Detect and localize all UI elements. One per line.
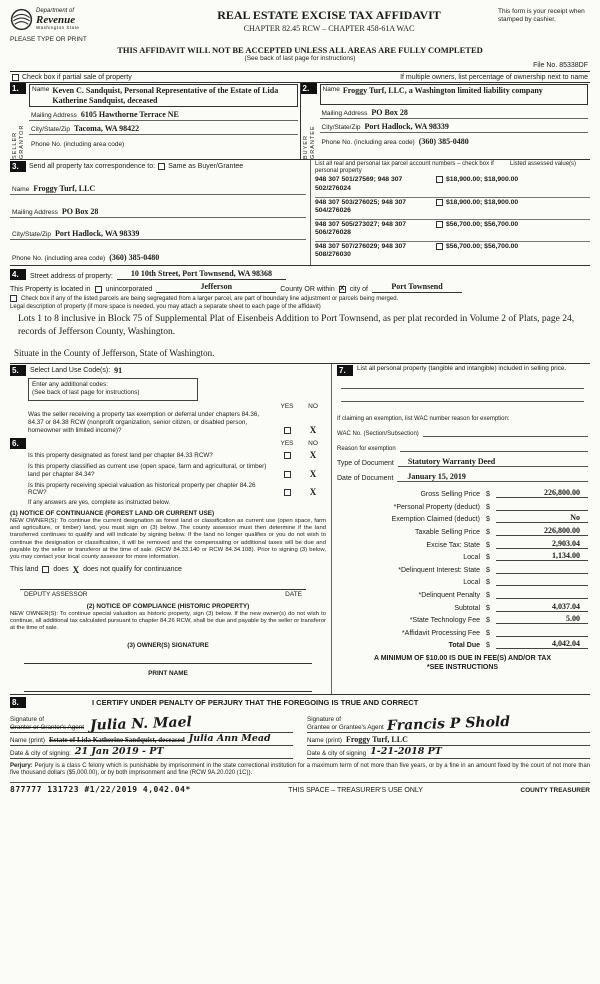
- section-3-number: 3.: [10, 161, 26, 172]
- grantee-date-handwritten: 1-21-2018 PT: [370, 745, 442, 757]
- buyer-city-value: Port Hadlock, WA 98339: [364, 122, 449, 131]
- money-row-state-technology-fee: *State Technology Fee $ 5.00: [337, 612, 588, 625]
- land-use-label: Select Land Use Code(s):: [30, 366, 111, 374]
- city-checkbox[interactable]: X: [340, 285, 345, 293]
- city-of-label: city of: [349, 286, 369, 293]
- historic-question-row: [10, 482, 326, 498]
- assessed-value-header: Listed assessed value(s): [510, 161, 577, 167]
- correspondence-city-value: Port Hadlock, WA 98339: [55, 229, 140, 239]
- assessed-value: $18,900.00; $18,900.00: [446, 198, 519, 206]
- header-left: [10, 8, 160, 43]
- parties-section: [10, 82, 590, 160]
- street-address-value[interactable]: 10 10th Street, Port Townsend, WA 98368: [117, 269, 286, 280]
- personal-property-line[interactable]: [341, 389, 584, 402]
- type-of-document-row: [337, 457, 588, 467]
- money-row-exemption-claimed: Exemption Claimed (deduct) $ No: [337, 511, 588, 524]
- parcel-row: [315, 242, 590, 263]
- correspondence-phone-field[interactable]: Phone No. (including area code) (360) 385-0480: [12, 253, 160, 262]
- notice-compliance-text: NEW OWNER(S): To continue special valuation as historic property, sign (3) below. If the new owner(s) do not wish to continue, all additional tax calculated pursuant to chapter 84.26 RCW, shall be due and payable by the seller or transferor at the time of sale.: [10, 610, 326, 631]
- section-1-number: 1.: [10, 83, 26, 94]
- personal-property-line[interactable]: [341, 376, 584, 389]
- minimum-fee-note: A MINIMUM OF $10.00 IS DUE IN FEE(S) AND/OR TAX *SEE INSTRUCTIONS: [373, 655, 552, 672]
- forest-land-question: Is this property designated as forest land per chapter 84.33 RCW?: [28, 451, 213, 459]
- partial-sale-checkbox[interactable]: [12, 74, 19, 81]
- section-2-number: 2.: [301, 83, 317, 94]
- county-value[interactable]: Jefferson: [156, 282, 276, 293]
- land-use-value[interactable]: 91: [114, 365, 123, 375]
- grantor-date-field[interactable]: Date & city of signing: 21 Jan 2019 - PT: [10, 746, 293, 759]
- continuance-qualify-row: [10, 565, 326, 575]
- cashier-stamp: 877777 131723 #1/22/2019 4,042.04*: [10, 784, 191, 794]
- grantor-signature-field[interactable]: Signature of Grantor or Grantor's Agent Julia N. Mael: [10, 711, 293, 733]
- unincorporated-label: unincorporated: [105, 286, 153, 293]
- segregated-note: Check box if any of the listed parcels are being segregated from a larger parcel, are part of boundary line adjustment or parcels being merged.: [21, 296, 399, 302]
- parcel-number: 948 307 503/276025; 948 307 504/276026: [315, 198, 407, 215]
- correspondence-city-field[interactable]: City/State/Zip Port Hadlock, WA 98339: [10, 226, 306, 240]
- reason-label: Reason for exemption: [337, 445, 396, 452]
- money-row-personal-property: *Personal Property (deduct) $: [337, 498, 588, 511]
- wac-label: WAC No. (Section/Subsection): [337, 430, 419, 437]
- does-label: does: [53, 566, 69, 574]
- grantor-signature-block: [10, 711, 293, 759]
- exemption-question-row: [10, 411, 326, 435]
- correspondence-phone-value: (360) 385-0480: [109, 253, 160, 262]
- owners-signature-label: (3) OWNER(S) SIGNATURE: [127, 641, 209, 649]
- seller-section: [10, 83, 300, 159]
- forest-yes-checkbox[interactable]: [284, 452, 291, 459]
- dor-logo-text: [36, 8, 79, 31]
- grantee-date-field[interactable]: Date & city of signing 1-21-2018 PT: [307, 746, 590, 759]
- grantee-name-field[interactable]: Name (print) Froggy Turf, LLC: [307, 733, 590, 746]
- current-use-yes-checkbox[interactable]: [284, 471, 291, 478]
- treasurer-space-label: THIS SPACE – TREASURER'S USE ONLY: [288, 786, 423, 794]
- certification-section: [10, 695, 590, 778]
- send-correspondence-label: Send all property tax correspondence to:: [29, 163, 156, 170]
- header: [10, 8, 590, 43]
- mid-columns: [10, 364, 590, 695]
- notice-continuance-title: (1) NOTICE OF CONTINUANCE (FOREST LAND OR CURRENT USE): [10, 510, 215, 518]
- selling-price-section: [332, 364, 590, 694]
- money-row-delinquent-penalty: *Delinquent Penalty $: [337, 586, 588, 599]
- exemption-question: Was the seller receiving a property tax exemption or deferral under chapters 84.36, 84.37 or 84.38 RCW (nonprofit organization, senior citizen, or disabled person, homeowner with limited income)?: [28, 411, 260, 434]
- grantor-name-field[interactable]: Name (print) Estate of Lida Katherine Sandquist, deceased Julia Ann Mead: [10, 733, 293, 746]
- this-land-label: This land: [10, 566, 39, 574]
- dor-seal-icon: [10, 8, 33, 31]
- seller-name-value: Keven C. Sandquist, Personal Representative of the Estate of Lida Katherine Sandquist, deceased: [52, 86, 279, 105]
- print-name-line[interactable]: [24, 677, 312, 692]
- reason-row: [337, 443, 588, 452]
- parcel-row: [315, 175, 590, 197]
- county-or-label: County OR within: [280, 286, 335, 293]
- date-of-document-row: [337, 472, 588, 482]
- date-of-document-value[interactable]: January 15, 2019: [397, 472, 588, 482]
- buyer-section: [300, 83, 591, 159]
- type-of-document-label: Type of Document: [337, 459, 394, 467]
- forest-land-question-row: [10, 450, 326, 460]
- seller-phone-field[interactable]: Phone No. (including area code): [31, 141, 125, 149]
- parcel-number: 948 307 507/276029; 948 307 508/276030: [315, 242, 407, 259]
- divider: [10, 71, 590, 72]
- footer: [10, 782, 590, 794]
- assessed-value: $18,900.00; $18,900.00: [446, 176, 519, 184]
- grantee-role-label: Grantee or Grantee's Agent: [307, 724, 384, 732]
- money-row-total-due: Total Due $ 4,042.04: [337, 637, 588, 650]
- land-use-section: [10, 365, 326, 376]
- parcel-list-header: List all real and personal tax parcel account numbers – check box if personal property: [315, 161, 494, 175]
- money-row-gross: Gross Selling Price $ 226,800.00: [337, 486, 588, 499]
- assessed-value: $56,700.00; $56,700.00: [446, 242, 519, 250]
- seller-city-value: Tacoma, WA 98422: [74, 124, 140, 134]
- seller-mailing-value: 6105 Hawthorne Terrace NE: [80, 110, 179, 120]
- seller-city-field[interactable]: City/State/Zip Tacoma, WA 98422: [29, 121, 298, 135]
- certify-statement: I CERTIFY UNDER PENALTY OF PERJURY THAT THE FOREGOING IS TRUE AND CORRECT: [92, 697, 419, 707]
- personal-property-checkbox[interactable]: [436, 243, 443, 250]
- personal-property-checkbox[interactable]: [436, 221, 443, 228]
- print-name-label: PRINT NAME: [148, 669, 188, 677]
- grantee-signature-block: [307, 711, 590, 759]
- file-number: File No. 85338DF: [533, 62, 588, 69]
- grantor-role-label: Grantor or Grantor's Agent: [10, 724, 85, 732]
- partial-sale-label: Check box if partial sale of property: [22, 74, 132, 81]
- located-in-label: This Property is located in: [10, 286, 91, 293]
- assessed-value: $56,700.00; $56,700.00: [446, 220, 519, 228]
- buyer-name-value: Froggy Turf, LLC, a Washington limited liability company: [342, 86, 543, 95]
- perjury-statement: Perjury: Perjury is a class C felony which is punishable by imprisonment in the state correctional institution for a maximum term of not more than five years, or by a fine in an amount fixed by the court of not more than five thousand dollars ($5,000.00), or by both imprisonment and fine (RCW 9A.20.020 (1C)).: [10, 762, 590, 777]
- seller-mailing-field[interactable]: Mailing Address 6105 Hawthorne Terrace NE: [29, 107, 298, 121]
- exemption-yes-checkbox[interactable]: [284, 427, 291, 434]
- buyer-mailing-value: PO Box 28: [371, 108, 408, 117]
- yes-no-header: YES NO: [280, 403, 318, 411]
- grantor-signature: Julia N. Mael: [89, 714, 193, 734]
- same-as-buyer-label: Same as Buyer/Grantee: [168, 163, 244, 170]
- warning-line: THIS AFFIDAVIT WILL NOT BE ACCEPTED UNLESS ALL AREAS ARE FULLY COMPLETED: [117, 45, 483, 55]
- if-yes-note: If any answers are yes, complete as instructed below.: [28, 500, 171, 507]
- situate-line: Situate in the County of Jefferson, State of Washington.: [14, 347, 215, 358]
- form-title: REAL ESTATE EXCISE TAX AFFIDAVIT: [217, 8, 441, 22]
- parcel-row: [315, 198, 590, 220]
- buyer-mailing-field[interactable]: Mailing Address PO Box 28: [320, 105, 589, 119]
- additional-codes-note: (See back of last page for instructions): [32, 389, 140, 397]
- legal-description-label: Legal description of property (if more space is needed, you may attach a separate sheet to each page of the affidavit): [10, 304, 321, 310]
- deputy-assessor-label: DEPUTY ASSESSOR: [24, 590, 88, 598]
- does-not-label: does not qualify for continuance: [83, 566, 182, 574]
- multiple-owners-note: If multiple owners, list percentage of ownership next to name: [400, 74, 588, 81]
- current-use-question: Is this property classified as current use (open space, farm and agricultural, or timber) land per chapter 84.34?: [28, 462, 267, 478]
- section-4-number: 4.: [10, 269, 26, 280]
- logo-dept-text: Department of: [36, 8, 75, 15]
- same-as-buyer-checkbox[interactable]: [158, 163, 165, 170]
- wac-input-line[interactable]: [423, 428, 588, 437]
- buyer-name-field[interactable]: Name Froggy Turf, LLC, a Washington limited liability company: [320, 84, 589, 105]
- correspondence-mailing-value: PO Box 28: [61, 206, 99, 216]
- designation-section-header: 6. YES NO: [12, 438, 318, 448]
- money-row-delinquent-interest-local: Local $: [337, 574, 588, 587]
- legal-description-value: Lots 1 to 8 inclusive in Block 75 of Supplemental Plat of Eisenbeis Addition to Port Townsend, as per plat recorded in Volume 2 of Plats, page 24, records of Jefferson County, Washington.: [18, 314, 575, 337]
- unincorporated-checkbox[interactable]: [95, 286, 102, 293]
- historic-yes-checkbox[interactable]: [284, 489, 291, 496]
- logo-revenue-text: Revenue: [36, 13, 76, 26]
- section-5-number: 5.: [10, 365, 26, 376]
- does-not-mark[interactable]: X: [72, 564, 80, 575]
- owners-signature-line[interactable]: [24, 649, 312, 664]
- correspondence-name-field[interactable]: Name Froggy Turf, LLC: [10, 181, 306, 195]
- grantor-name-handwritten: Julia Ann Mead: [188, 732, 271, 744]
- parcel-number: 948 307 505/273027; 948 307 506/276028: [315, 220, 407, 237]
- logo-state-text: Washington State: [36, 25, 80, 31]
- money-row-excise-state: Excise Tax: State $ 2,903.04: [337, 536, 588, 549]
- deputy-assessor-row: [20, 589, 306, 599]
- parcel-number: 948 307 501/27569; 948 307 502/276024: [315, 176, 403, 192]
- buyer-phone-value: (360) 385-0480: [418, 137, 469, 146]
- county-treasurer-label: COUNTY TREASURER: [520, 786, 590, 794]
- money-row-taxable: Taxable Selling Price $ 226,800.00: [337, 523, 588, 536]
- section-8-number: 8.: [10, 697, 26, 708]
- date-of-document-label: Date of Document: [337, 474, 394, 482]
- dor-logo: [10, 8, 160, 31]
- additional-codes-box[interactable]: [28, 378, 198, 402]
- section-6-number: 6.: [10, 438, 26, 449]
- money-row-delinquent-interest-state: *Delinquent Interest: State $: [337, 561, 588, 574]
- tax-correspondence-section: [10, 160, 590, 266]
- exemption-claim-note: If claiming an exemption, list WAC number reason for exemption:: [337, 415, 510, 422]
- seller-side-label: SELLER GRANTOR: [12, 124, 25, 159]
- personal-property-checkbox[interactable]: [436, 176, 443, 183]
- money-row-subtotal: Subtotal $ 4,037.04: [337, 599, 588, 612]
- historic-question: Is this property receiving special valuation as historical property per chapter 84.26 RCW?: [28, 481, 256, 497]
- buyer-city-field[interactable]: City/State/Zip Port Hadlock, WA 98339: [320, 119, 589, 133]
- top-row: [12, 74, 588, 81]
- money-row-affidavit-processing-fee: *Affidavit Processing Fee $: [337, 624, 588, 637]
- title-block: [160, 8, 498, 33]
- exemption-no-mark[interactable]: X: [309, 424, 317, 435]
- reason-input-line[interactable]: [400, 443, 588, 452]
- form-subtitle: CHAPTER 82.45 RCW – CHAPTER 458-61A WAC: [243, 24, 415, 33]
- section-7-number: 7.: [337, 365, 353, 376]
- grantor-name-struck: Estate of Lida Katherine Sandquist, deceased: [49, 735, 185, 744]
- buyer-phone-field[interactable]: Phone No. (including area code) (360) 385-0480: [321, 137, 469, 146]
- street-address-label: Street address of property:: [30, 273, 113, 280]
- please-type-note: PLEASE TYPE OR PRINT: [10, 36, 87, 43]
- historic-no-mark[interactable]: X: [309, 487, 317, 498]
- grantee-signature-field[interactable]: Signature of Grantee or Grantee's Agent Francis P Shold: [307, 711, 590, 733]
- grantee-signature: Francis P Shold: [386, 713, 511, 735]
- current-use-no-mark[interactable]: X: [309, 468, 317, 479]
- buyer-side-label: BUYER GRANTEE: [302, 125, 316, 159]
- does-checkbox[interactable]: [42, 566, 49, 573]
- city-value[interactable]: Port Townsend: [372, 282, 462, 293]
- notice-continuance-text: NEW OWNER(S): To continue the current designation as forest land or classification as current use (open space, farm and agriculture, or timber) land, you must sign on (3) below. The county assessor must then determine if the land transferred continues to qualify and will indicate by signing below. If the land no longer qualifies or you do not wish to continue the designation or classification, it will be removed and the compensating or additional taxes will be due and payable by the seller or transferor at the time of sale. (RCW 84.33.140 or RCW 84.34.108). Prior to signing (3) below, you may contact your local county assessor for more information.: [10, 518, 326, 560]
- current-use-question-row: [10, 463, 326, 479]
- wac-number-row: [337, 428, 588, 437]
- forest-no-mark[interactable]: X: [309, 449, 317, 460]
- see-back-note: (See back of last page for instructions): [244, 55, 356, 62]
- receipt-note: This form is your receipt when stamped by cashier.: [498, 8, 585, 24]
- type-of-document-value[interactable]: Statutory Warranty Deed: [398, 457, 588, 467]
- notice-compliance-title: (2) NOTICE OF COMPLIANCE (HISTORIC PROPERTY): [86, 602, 250, 610]
- money-row-excise-local: Local $ 1,134.00: [337, 549, 588, 562]
- seller-name-field[interactable]: Name Keven C. Sandquist, Personal Representative of the Estate of Lida Katherine Sandquist, deceased: [29, 84, 298, 107]
- additional-codes-label: Enter any additional codes:: [32, 380, 108, 388]
- grantee-name-value: Froggy Turf, LLC: [346, 734, 408, 744]
- grantor-date-handwritten: 21 Jan 2019 - PT: [74, 745, 164, 757]
- personal-property-checkbox[interactable]: [436, 199, 443, 206]
- personal-property-label: List all personal property (tangible and intangible) included in selling price.: [357, 364, 567, 372]
- parcel-row: [315, 220, 590, 242]
- segregated-checkbox[interactable]: [10, 295, 17, 302]
- date-label: DATE: [285, 590, 302, 598]
- property-address-section: [10, 266, 590, 364]
- correspondence-name-value: Froggy Turf, LLC: [33, 183, 96, 193]
- correspondence-mailing-field[interactable]: Mailing Address PO Box 28: [10, 204, 306, 218]
